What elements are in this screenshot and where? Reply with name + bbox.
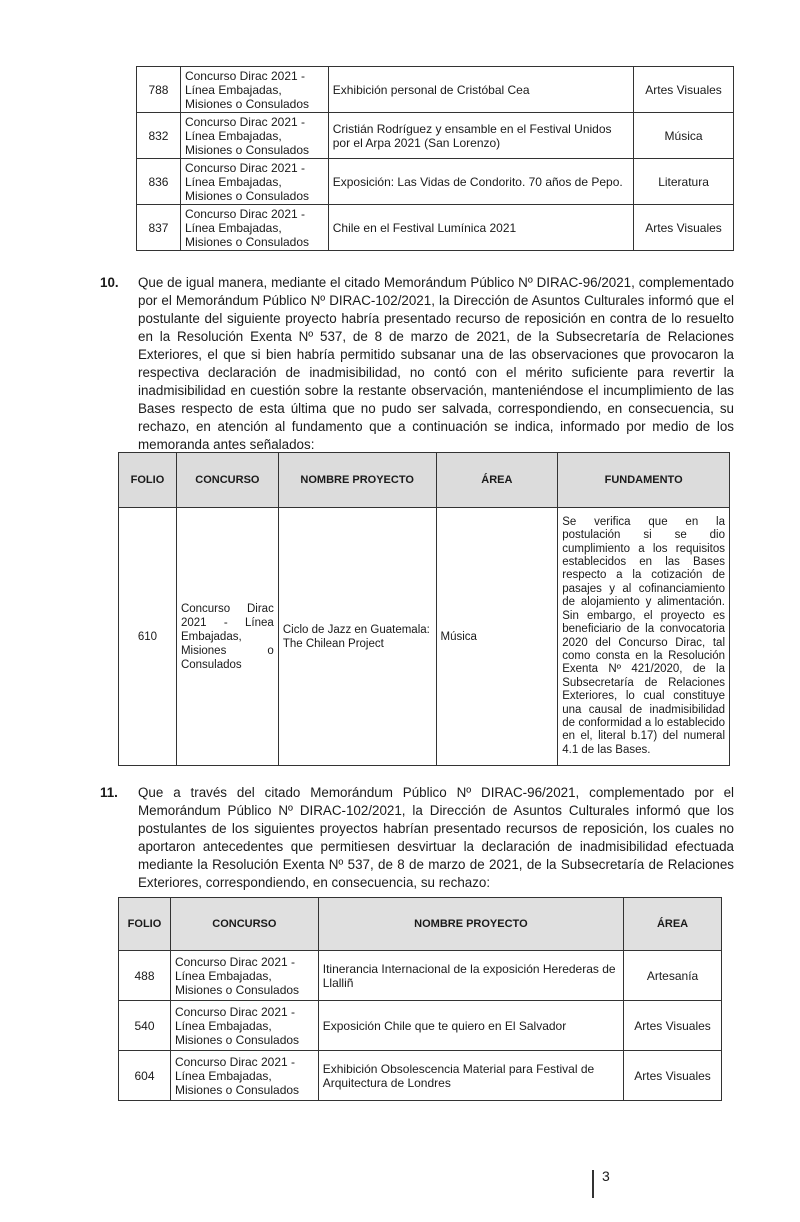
projects-table-continued — [136, 66, 734, 251]
area-cell: Artes Visuales — [624, 1051, 722, 1101]
area-cell: Artes Visuales — [624, 1001, 722, 1051]
paragraph-text: Que de igual manera, mediante el citado Memorándum Público Nº DIRAC-96/2021, complementado por el Memorándum Público Nº DIRAC-102/2021, la Dirección de Asuntos Culturales informó que el postulante del siguiente proyecto habría presentado recurso de reposición en contra de lo resuelto en la Resolución Exenta Nº 537, de 8 de marzo de 2021, de la Subsecretaría de Relaciones Exteriores, el que si bien habría permitido subsanar una de las observaciones que provocaron la respectiva declaración de inadmisibilidad, no contó con el mérito suficiente para revertir la inadmisibilidad en cuestión sobre la restante observación, manteniéndose el incumplimiento de las Bases respecto de esta última que no pudo ser salvada, correspondiendo, en consecuencia, su rechazo, en atención al fundamento que a continuación se indica, informado por medio de los memoranda antes señalados: — [138, 275, 734, 452]
header-concurso: CONCURSO — [176, 453, 278, 508]
table-header-row — [119, 898, 722, 951]
header-proyecto: NOMBRE PROYECTO — [278, 453, 436, 508]
rejected-projects-table — [118, 897, 722, 1101]
paragraph-10 — [100, 274, 734, 454]
project-name-cell: Exposición Chile que te quiero en El Salvador — [318, 1001, 623, 1051]
concurso-cell: Concurso Dirac 2021 - Línea Embajadas, Misiones o Consulados — [170, 1001, 318, 1051]
area-cell: Artesanía — [624, 951, 722, 1001]
concurso-cell: Concurso Dirac 2021 - Línea Embajadas, Misiones o Consulados — [180, 113, 328, 159]
folio-cell: 488 — [119, 951, 171, 1001]
project-name-cell: Exhibición personal de Cristóbal Cea — [328, 67, 633, 113]
concurso-cell: Concurso Dirac 2021 - Línea Embajadas, Misiones o Consulados — [180, 205, 328, 251]
paragraph-text: Que a través del citado Memorándum Público Nº DIRAC-96/2021, complementado por el Memorándum Público Nº DIRAC-102/2021, la Dirección de Asuntos Culturales informó que los postulantes de los siguientes proyectos habrían presentado recursos de reposición, los cuales no aportaron antecedentes que permitiesen desvirtuar la declaración de inadmisibilidad efectuada mediante la Resolución Exenta Nº 537, de 8 de marzo de 2021, de la Subsecretaría de Relaciones Exteriores, correspondiendo, en consecuencia, su rechazo: — [138, 785, 734, 890]
folio-cell: 540 — [119, 1001, 171, 1051]
concurso-cell: Concurso Dirac 2021 - Línea Embajadas, Misiones o Consulados — [180, 67, 328, 113]
area-cell: Literatura — [634, 159, 734, 205]
project-name-cell: Itinerancia Internacional de la exposición Herederas de Llalliñ — [318, 951, 623, 1001]
header-concurso: CONCURSO — [170, 898, 318, 951]
table-row — [137, 67, 734, 113]
table-row — [137, 205, 734, 251]
folio-cell: 610 — [119, 508, 177, 766]
header-fundamento: FUNDAMENTO — [558, 453, 730, 508]
paragraph-number: 10. — [100, 275, 119, 290]
folio-cell: 832 — [137, 113, 181, 159]
folio-cell: 788 — [137, 67, 181, 113]
paragraph-number: 11. — [100, 785, 118, 800]
project-name-cell: Exposición: Las Vidas de Condorito. 70 años de Pepo. — [328, 159, 633, 205]
folio-cell: 836 — [137, 159, 181, 205]
header-area: ÁREA — [436, 453, 558, 508]
concurso-cell: Concurso Dirac 2021 - Línea Embajadas, Misiones o Consulados — [170, 951, 318, 1001]
area-cell: Música — [436, 508, 558, 766]
table-row — [137, 113, 734, 159]
area-cell: Música — [634, 113, 734, 159]
table-row — [119, 1001, 722, 1051]
area-cell: Artes Visuales — [634, 67, 734, 113]
page-number: 3 — [602, 1168, 610, 1184]
folio-cell: 837 — [137, 205, 181, 251]
concurso-cell: Concurso Dirac 2021 - Línea Embajadas, Misiones o Consulados — [180, 159, 328, 205]
header-folio: FOLIO — [119, 453, 177, 508]
header-proyecto: NOMBRE PROYECTO — [318, 898, 623, 951]
project-name-cell: Chile en el Festival Lumínica 2021 — [328, 205, 633, 251]
concurso-cell: Concurso Dirac 2021 - Línea Embajadas, Misiones o Consulados — [176, 508, 278, 766]
concurso-cell: Concurso Dirac 2021 - Línea Embajadas, Misiones o Consulados — [170, 1051, 318, 1101]
area-cell: Artes Visuales — [634, 205, 734, 251]
page-number-divider — [592, 1170, 594, 1198]
fundamento-cell: Se verifica que en la postulación si se dio cumplimiento a los requisitos establecidos en las Bases respecto a la cotización de pasajes y al cofinanciamiento de alojamiento y alimentación. Sin embargo, el proyecto es beneficiario de la convocatoria 2020 del Concurso Dirac, tal como consta en la Resolución Exenta Nº 421/2020, de la Subsecretaría de Relaciones Exteriores, lo cual constituye una causal de inadmisibilidad de conformidad a lo establecido en el, literal b.17) del numeral 4.1 de las Bases. — [558, 508, 730, 766]
header-folio: FOLIO — [119, 898, 171, 951]
project-name-cell: Cristián Rodríguez y ensamble en el Festival Unidos por el Arpa 2021 (San Lorenzo) — [328, 113, 633, 159]
header-area: ÁREA — [624, 898, 722, 951]
table-row — [119, 508, 730, 766]
project-name-cell: Ciclo de Jazz en Guatemala: The Chilean Project — [278, 508, 436, 766]
folio-cell: 604 — [119, 1051, 171, 1101]
table-row — [119, 1051, 722, 1101]
paragraph-11 — [100, 784, 734, 892]
project-name-cell: Exhibición Obsolescencia Material para Festival de Arquitectura de Londres — [318, 1051, 623, 1101]
table-row — [119, 951, 722, 1001]
table-row — [137, 159, 734, 205]
rejection-reason-table — [118, 452, 730, 766]
table-header-row — [119, 453, 730, 508]
